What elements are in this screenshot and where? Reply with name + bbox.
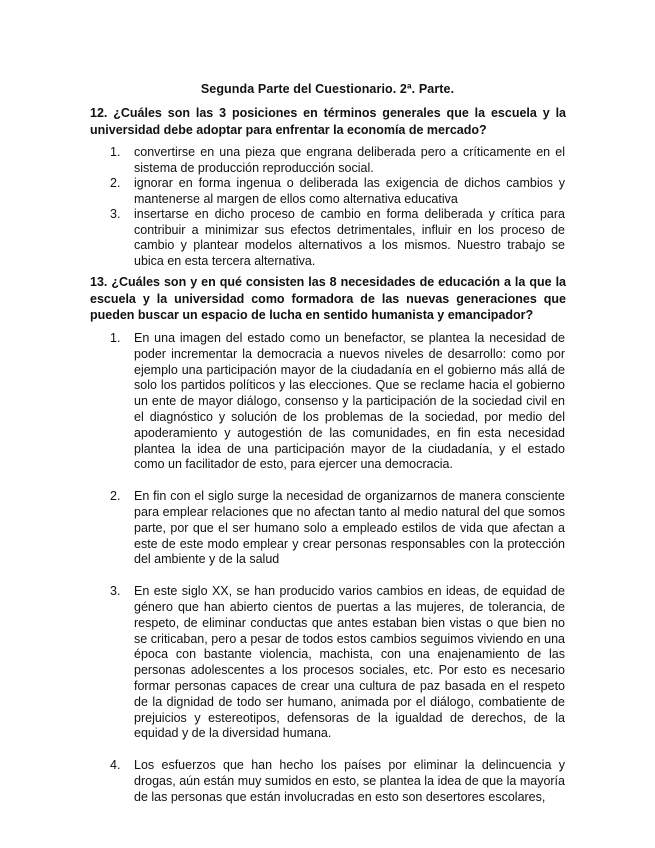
list-item-text: convertirse en una pieza que engrana deliberada pero a críticamente en el sistema de producción reproducción social. bbox=[134, 145, 565, 175]
question-13-answer-list bbox=[110, 331, 565, 822]
list-item-number: 3. bbox=[110, 207, 121, 221]
list-item-number: 4. bbox=[110, 758, 121, 773]
list-item-number: 3. bbox=[110, 584, 121, 599]
list-item bbox=[110, 207, 565, 269]
question-12-answer-list bbox=[110, 145, 565, 269]
list-item-number: 1. bbox=[110, 331, 121, 345]
list-item bbox=[110, 331, 565, 473]
list-item-text: insertarse en dicho proceso de cambio en forma deliberada y crítica para contribuir a minimizar sus efectos detrimentales, influir en los proceso de cambio y plantear modelos alternativos a los mismos. Nuestro trabajo se ubica en esta tercera alternativa. bbox=[134, 207, 565, 268]
question-12-heading: 12. ¿Cuáles son las 3 posiciones en términos generales que la escuela y la universidad debe adoptar para enfrentar la economía de mercado? bbox=[90, 106, 566, 137]
list-item-text: En una imagen del estado como un benefactor, se plantea la necesidad de poder incrementar la democracia a nuevos niveles de desarrollo: como por ejemplo una participación mayor de la ciudadanía en el gobierno más allá de solo los partidos políticos y las elecciones. Que se reclame hacia el gobierno un ente de mayor diálogo, consenso y la participación de la sociedad civil en el diagnóstico y solución de los problemas de la sociedad, por medio del apoderamiento y autogestión de las comunidades, en fin esta necesidad plantea la idea de una participación mayor de la ciudadanía, y el estado como un facilitador de esto, para ejercer una democracia. bbox=[134, 331, 565, 472]
list-item-text: Los esfuerzos que han hecho los países por eliminar la delincuencia y drogas, aún están muy sumidos en esto, se plantea la idea de que la mayoría de las personas que están involucradas en esto son desertores escolares, bbox=[134, 758, 565, 804]
list-item-text: En fin con el siglo surge la necesidad de organizarnos de manera consciente para emplear relaciones que no afectan tanto al medio natural del que somos parte, por que el ser humano solo a empleado estilos de vida que afectan a este de este modo emplear y crear personas responsables con la protección del ambiente y de la salud bbox=[134, 489, 565, 567]
list-item bbox=[110, 145, 565, 176]
list-item-number: 2. bbox=[110, 489, 121, 504]
list-item bbox=[110, 584, 565, 742]
list-item-text: En este siglo XX, se han producido varios cambios en ideas, de equidad de género que han abierto cientos de puertas a las mujeres, de tolerancia, de respeto, de eliminar conductas que antes estaban bien vistas o que bien no se criticaban, pero a pesar de todos estos cambios seguimos viviendo en una época con bastante violencia, machista, con una enajenamiento de las personas adolescentes a los procesos sociales, etc. Por esto es necesario formar personas capaces de crear una cultura de paz basada en el respeto de la dignidad de todo ser humano, animada por el diálogo, combatiente de prejuicios y estereotipos, defensoras de la igualdad de derechos, de la equidad y de la diversidad humana. bbox=[134, 584, 565, 741]
list-item bbox=[110, 176, 565, 207]
list-item bbox=[110, 489, 565, 568]
list-item-number: 2. bbox=[110, 176, 121, 190]
list-item-number: 1. bbox=[110, 145, 121, 159]
list-item-text: ignorar en forma ingenua o deliberada las exigencia de dichos cambios y mantenerse al margen de ellos como alternativa educativa bbox=[134, 176, 565, 206]
page-title: Segunda Parte del Cuestionario. 2ª. Parte. bbox=[200, 82, 455, 96]
list-item bbox=[110, 758, 565, 805]
question-13-heading: 13. ¿Cuáles son y en qué consisten las 8 necesidades de educación a la que la escuela y la universidad como formadora de las nuevas generaciones que pueden buscar un espacio de lucha en sentido humanista y emancipador? bbox=[90, 275, 566, 322]
